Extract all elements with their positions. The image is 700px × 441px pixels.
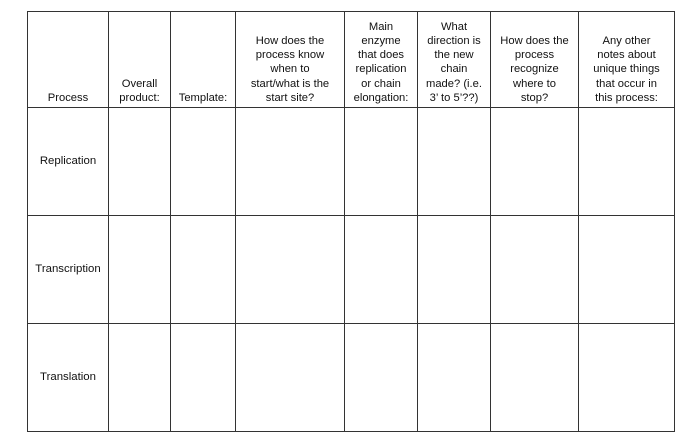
- row-label-translation: Translation: [28, 324, 109, 432]
- answer-cell[interactable]: [418, 324, 491, 432]
- answer-cell[interactable]: [491, 216, 579, 324]
- answer-cell[interactable]: [109, 324, 171, 432]
- answer-cell[interactable]: [418, 108, 491, 216]
- answer-cell[interactable]: [491, 324, 579, 432]
- header-other-notes: Any other notes about unique things that occur in this process:: [579, 12, 675, 108]
- answer-cell[interactable]: [579, 108, 675, 216]
- header-direction: What direction is the new chain made? (i.e. 3’ to 5’??): [418, 12, 491, 108]
- answer-cell[interactable]: [236, 324, 345, 432]
- answer-cell[interactable]: [345, 216, 418, 324]
- answer-cell[interactable]: [418, 216, 491, 324]
- row-label-replication: Replication: [28, 108, 109, 216]
- answer-cell[interactable]: [345, 324, 418, 432]
- row-label-transcription: Transcription: [28, 216, 109, 324]
- answer-cell[interactable]: [236, 216, 345, 324]
- answer-cell[interactable]: [171, 216, 236, 324]
- header-row: [28, 12, 675, 108]
- answer-cell[interactable]: [171, 324, 236, 432]
- process-comparison-table: [27, 11, 675, 432]
- header-process: Process: [28, 12, 109, 108]
- table-row-transcription: [28, 216, 675, 324]
- answer-cell[interactable]: [236, 108, 345, 216]
- answer-cell[interactable]: [109, 216, 171, 324]
- answer-cell[interactable]: [491, 108, 579, 216]
- answer-cell[interactable]: [579, 324, 675, 432]
- table-row-replication: [28, 108, 675, 216]
- answer-cell[interactable]: [345, 108, 418, 216]
- answer-cell[interactable]: [109, 108, 171, 216]
- header-stop-recognition: How does the process recognize where to stop?: [491, 12, 579, 108]
- table-row-translation: [28, 324, 675, 432]
- answer-cell[interactable]: [579, 216, 675, 324]
- answer-cell[interactable]: [171, 108, 236, 216]
- header-start-site: How does the process know when to start/what is the start site?: [236, 12, 345, 108]
- header-overall-product: Overall product:: [109, 12, 171, 108]
- header-template: Template:: [171, 12, 236, 108]
- header-main-enzyme: Main enzyme that does replication or chain elongation:: [345, 12, 418, 108]
